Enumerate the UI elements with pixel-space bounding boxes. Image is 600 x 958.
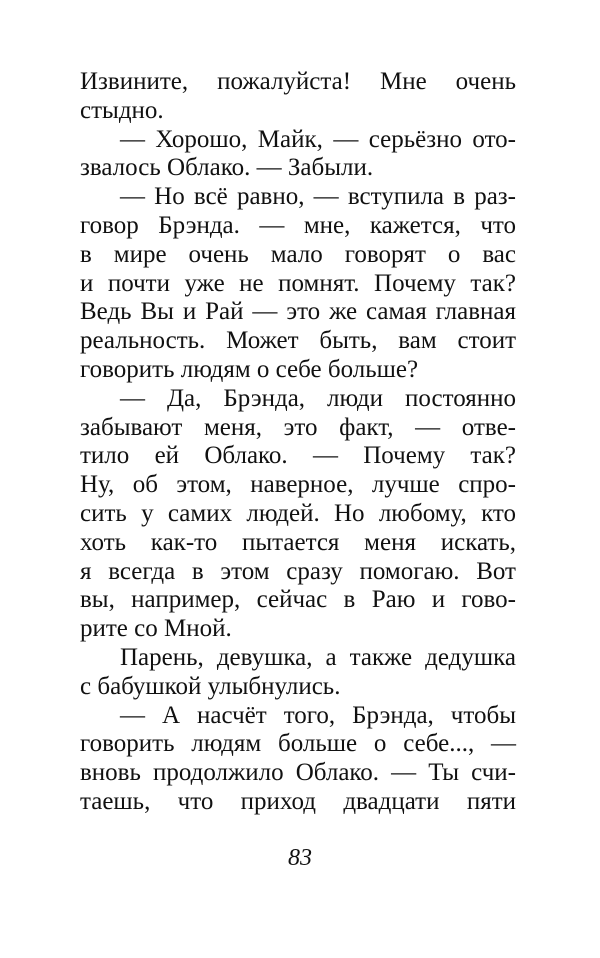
text-line: — Но всё равно, — вступила в раз- [120, 183, 516, 211]
text-line: сить у самих людей. Но любому, кто [80, 499, 516, 527]
text-line: и почти уже не помнят. Почему так? [80, 269, 516, 297]
text-line: — Хорошо, Майк, — серьёзно ото- [120, 125, 516, 153]
text-line: Ведь Вы и Рай — это же самая главная [80, 298, 516, 326]
text-line: Парень, девушка, а также дедушка [120, 643, 516, 671]
text-line: говорить людям о себе больше? [80, 355, 419, 383]
text-line: хоть как-то пытается меня искать, [80, 528, 516, 556]
text-line: я всегда в этом сразу помогаю. Вот [80, 557, 516, 585]
text-line: тило ей Облако. — Почему так? [80, 442, 516, 470]
text-line: таешь, что приход двадцати пяти [80, 787, 516, 815]
text-line: вновь продолжило Облако. — Ты счи- [80, 759, 516, 787]
page-number: 83 [288, 845, 312, 871]
text-line: забывают меня, это факт, — отве- [80, 413, 516, 441]
text-line: реальность. Может быть, вам стоит [80, 327, 516, 355]
text-line: вы, например, сейчас в Раю и гово- [80, 586, 516, 614]
text-line: — Да, Брэнда, люди постоянно [120, 384, 516, 412]
text-line: говорить людям больше о себе..., — [80, 730, 516, 758]
text-line: звалось Облако. — Забыли. [80, 154, 374, 182]
text-line: рите со Мной. [80, 615, 232, 643]
text-line: говор Брэнда. — мне, кажется, что [80, 211, 516, 239]
text-line: Ну, об этом, наверное, лучше спро- [80, 471, 516, 499]
text-line: — А насчёт того, Брэнда, чтобы [120, 701, 516, 729]
text-line: с бабушкой улыбнулись. [80, 672, 341, 700]
text-line: стыдно. [80, 96, 164, 124]
text-line: в мире очень мало говорят о вас [80, 240, 516, 268]
body-text [80, 68, 516, 817]
text-line: Извините, пожалуйста! Мне очень [80, 68, 516, 95]
